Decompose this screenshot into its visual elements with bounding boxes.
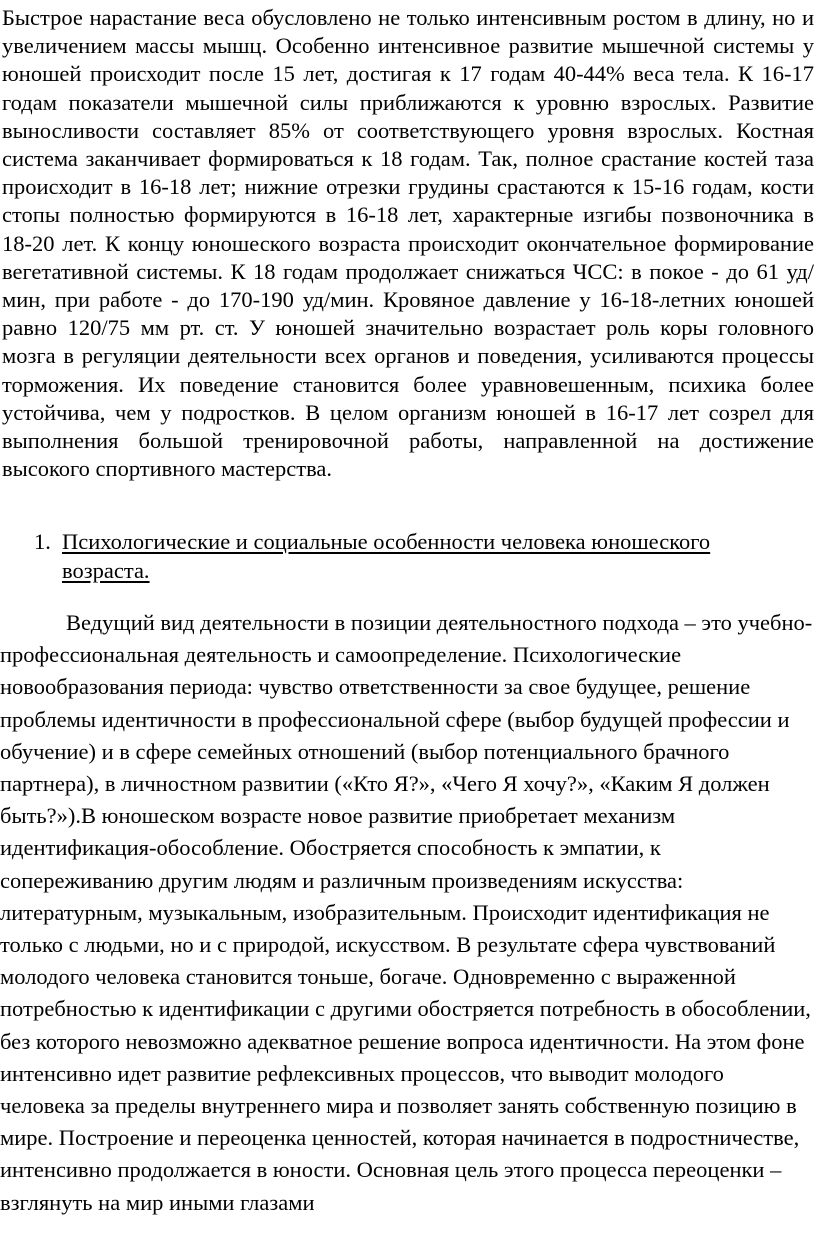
body-paragraph-2-text: Ведущий вид деятельности в позиции деятельностного подхода – это учебно-профессиональная деятельность и самоопределение. Психологические новообразования периода: чувство ответственности за свое будущее, решение проблемы идентичности в профессиональной сфере (выбор будущей профессии и обучение) и в сфере семейных отношений (выбор потенциального брачного партнера), в личностном развитии («Кто Я?», «Чего Я хочу?», «Каким Я должен быть?»).В юношеском возрасте новое развитие приобретает механизм идентификация-обособление. Обостряется способность к эмпатии, к сопереживанию другим людям и различным произведениям искусства: литературным, музыкальным, изобразительным. Происходит идентификация не только с людьми, но и с природой, искусством. В результате сфера чувствований молодого человека становится тоньше, богаче. Одновременно с выраженной потребностью к идентификации с другими обостряется потребность в обособлении, без которого невозможно адекватное решение вопроса идентичности. На этом фоне интенсивно идет развитие рефлексивных процессов, что выводит молодого человека за пределы внутреннего мира и позволяет занять собственную позицию в мире. Построение и переоценка ценностей, которая начинается в подростничестве, интенсивно продолжается в юности. Основная цель этого процесса переоценки – взглянуть на мир иными глазами	[0, 610, 813, 1215]
section-heading	[34, 527, 794, 585]
section-number: 1.	[34, 529, 51, 554]
body-paragraph: Быстрое нарастание веса обусловлено не только интенсивным ростом в длину, но и увеличением массы мышц. Особенно интенсивное развитие мышечной системы у юношей происходит после 15 лет, достигая к 17 годам 40-44% веса тела. К 16-17 годам показатели мышечной силы приближаются к уровню взрослых. Развитие выносливости составляет 85% от соответствующего уровня взрослых. Костная система заканчивает формироваться к 18 годам. Так, полное срастание костей таза происходит в 16-18 лет; нижние отрезки грудины срастаются к 15-16 годам, кости стопы полностью формируются в 16-18 лет, характерные изгибы позвоночника в 18-20 лет. К концу юношеского возраста происходит окончательное формирование вегетативной системы. К 18 годам продолжает снижаться ЧСС: в покое - до 61 уд/мин, при работе - до 170-190 уд/мин. Кровяное давление у 16-18-летних юношей равно 120/75 мм рт. ст. У юношей значительно возрастает роль коры головного мозга в регуляции деятельности всех органов и поведения, усиливаются процессы торможения. Их поведение становится более уравновешенным, психика более устойчива, чем у подростков. В целом организм юношей в 16-17 лет созрел для выполнения большой тренировочной работы, направленной на достижение высокого спортивного мастерства.	[2, 5, 814, 482]
section-title: Психологические и социальные особенности человека юношеского возраста.	[62, 529, 711, 583]
body-paragraph-2	[0, 607, 814, 1219]
